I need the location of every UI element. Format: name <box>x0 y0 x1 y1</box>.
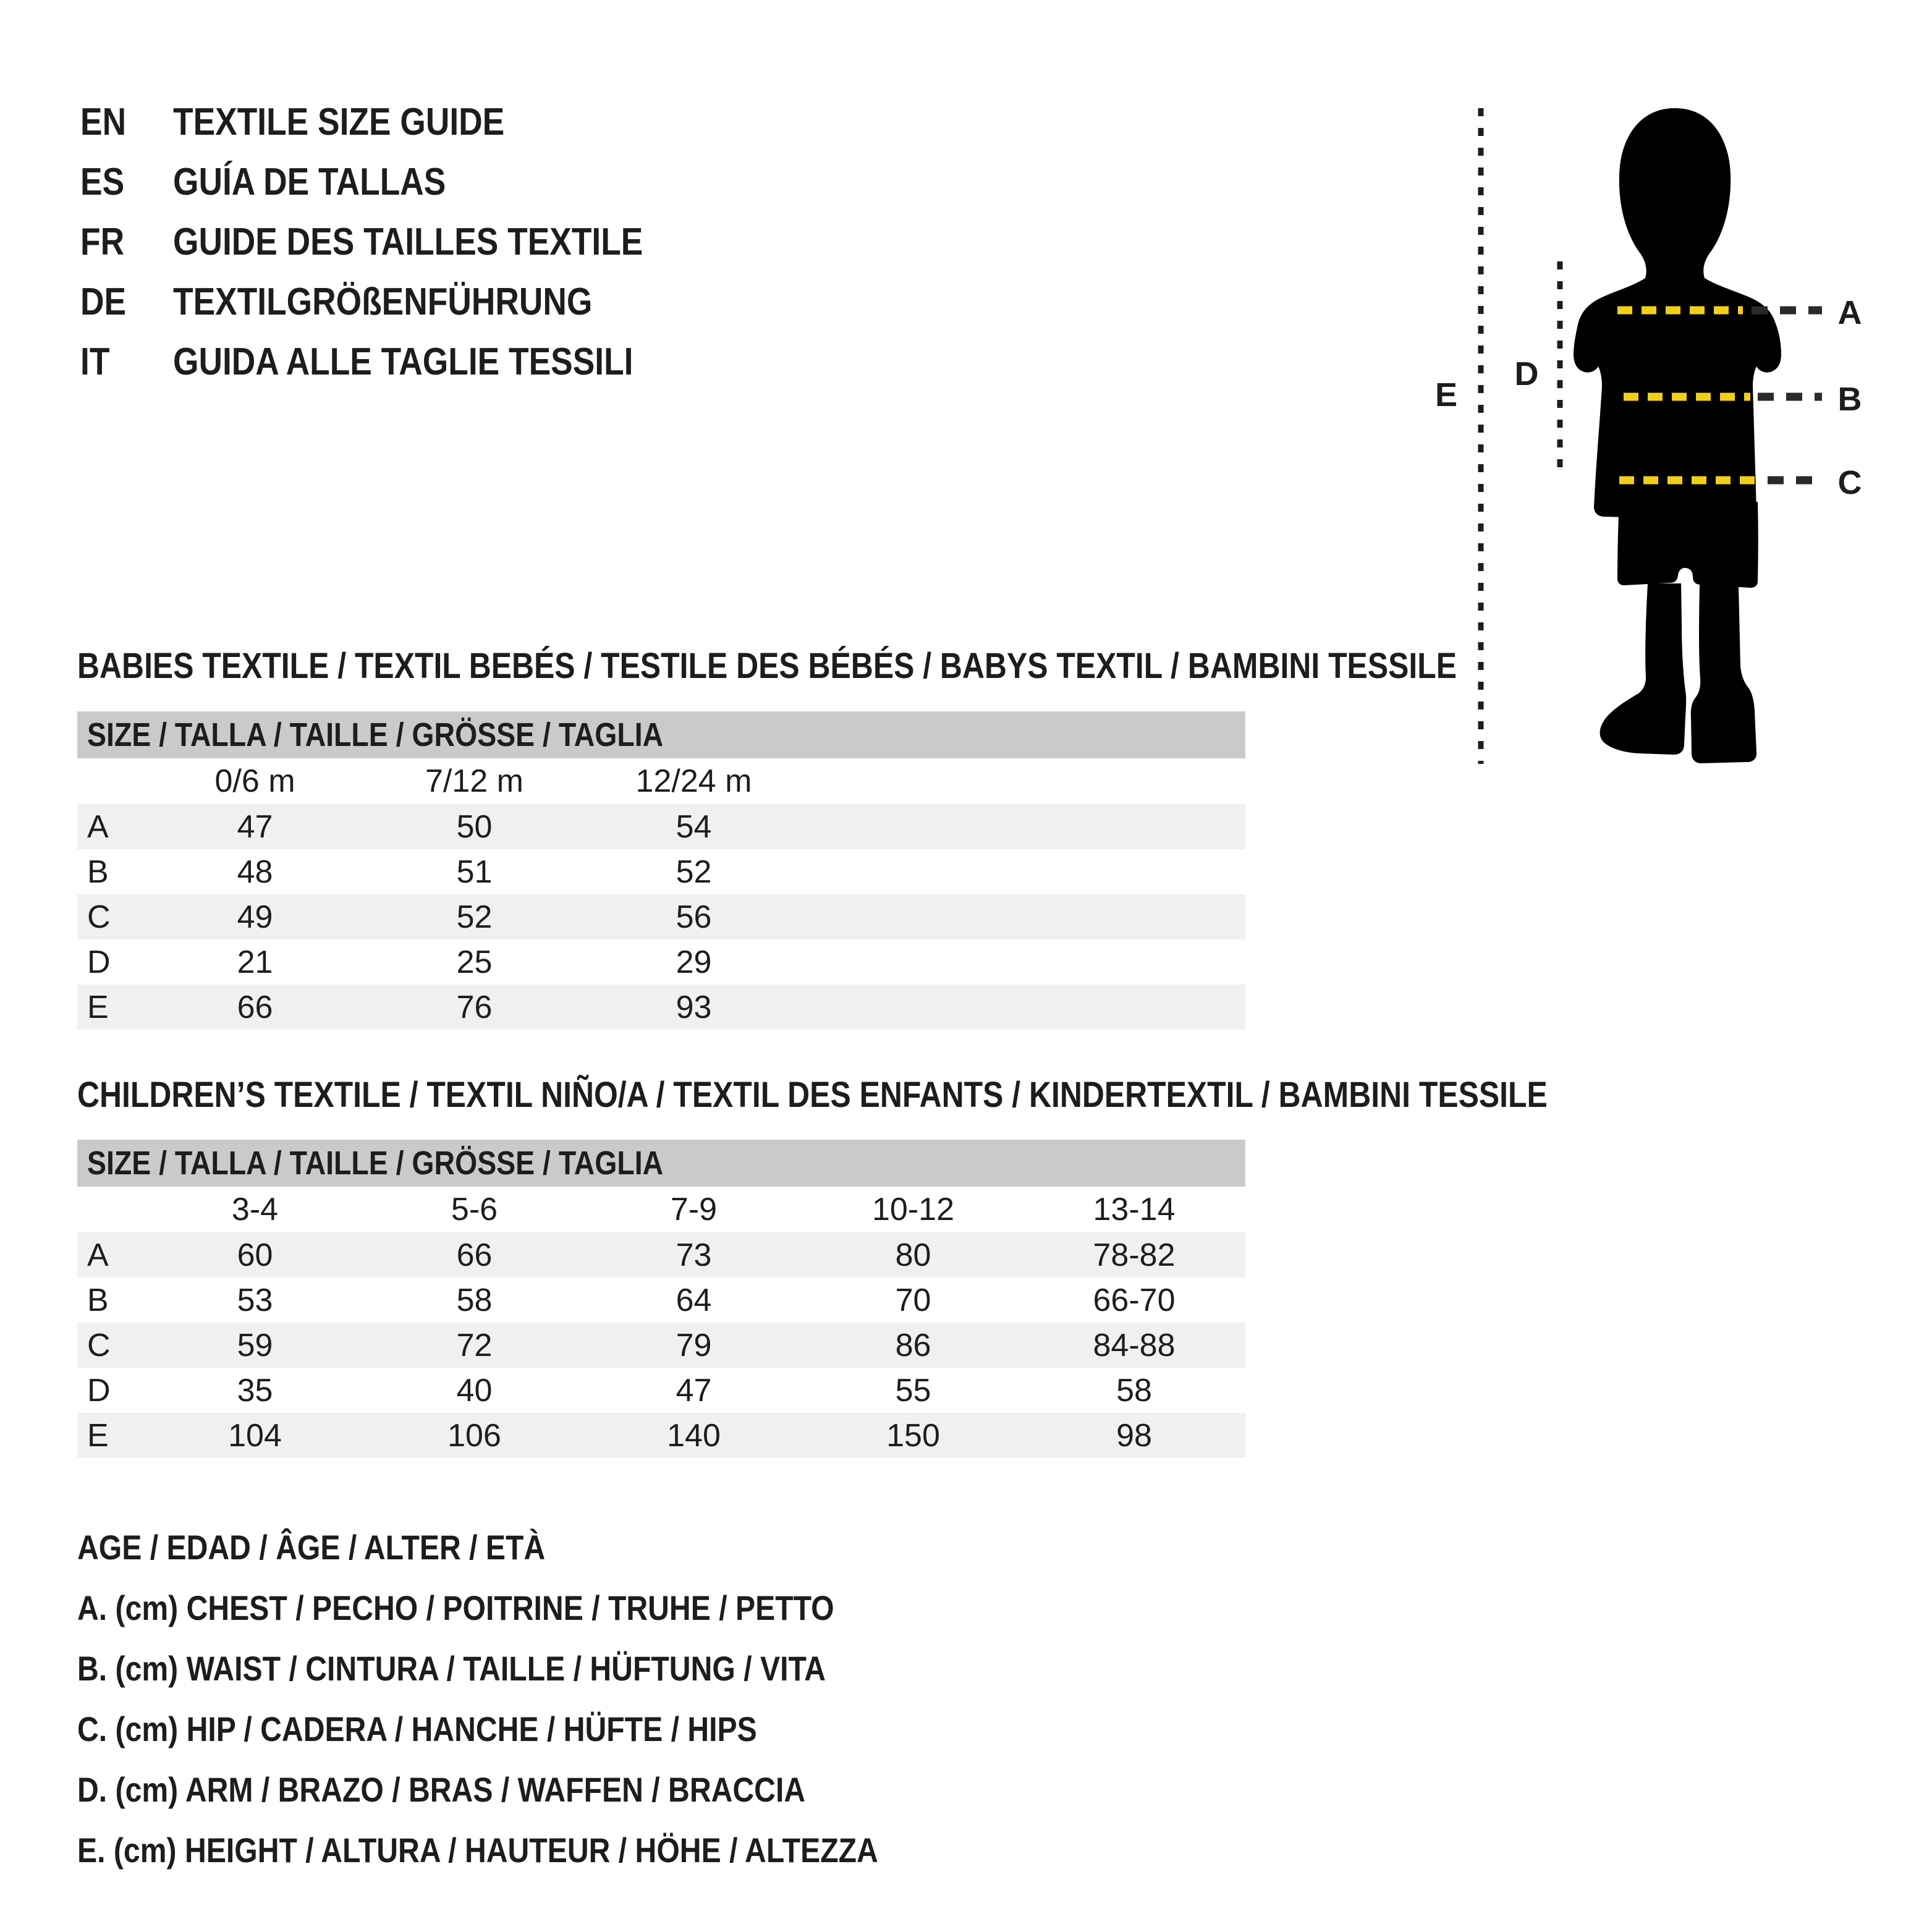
children-section-title <box>77 1077 1787 1114</box>
column-header: 10-12 <box>872 1192 954 1227</box>
table-cell: 35 <box>237 1372 273 1409</box>
babies-size-header-bar <box>77 711 1245 758</box>
column-header: 7/12 m <box>425 763 523 799</box>
table-cell: 66-70 <box>1093 1282 1176 1318</box>
legend-line-hip <box>77 1711 868 1748</box>
table-cell: 59 <box>237 1327 273 1363</box>
table-cell: 52 <box>456 899 493 935</box>
language-row <box>80 282 661 322</box>
table-cell: 84-88 <box>1093 1327 1176 1363</box>
row-label: C <box>87 899 111 935</box>
size-header-label: SIZE / TALLA / TAILLE / GRÖSSE / TAGLIA <box>87 716 664 753</box>
row-label: B <box>87 854 109 890</box>
legend-line-height <box>77 1832 1009 1869</box>
language-row <box>80 342 708 382</box>
table-cell: 76 <box>456 989 493 1025</box>
legend-line-arm <box>77 1771 924 1808</box>
table-cell: 29 <box>676 944 712 980</box>
column-header: 13-14 <box>1093 1192 1176 1227</box>
language-label: TEXTILE SIZE GUIDE <box>173 101 505 143</box>
legend-text: AGE / EDAD / ÂGE / ALTER / ETÀ <box>77 1528 546 1567</box>
figure-label-b: B <box>1837 381 1862 418</box>
legend-text: D. (cm) ARM / BRAZO / BRAS / WAFFEN / BRACCIA <box>77 1770 806 1809</box>
table-cell: 98 <box>1116 1417 1152 1454</box>
language-row <box>80 103 559 142</box>
table-cell: 73 <box>676 1237 712 1273</box>
figure-label-d: D <box>1514 355 1539 392</box>
table-cell: 140 <box>667 1417 721 1454</box>
table-cell: 70 <box>895 1282 931 1318</box>
language-label: TEXTILGRÖßENFÜHRUNG <box>173 281 593 323</box>
legend-line-waist <box>77 1650 947 1687</box>
table-cell: 58 <box>456 1282 493 1318</box>
table-cell: 58 <box>1116 1372 1152 1409</box>
figure-label-c: C <box>1837 464 1862 501</box>
table-cell: 50 <box>456 808 493 845</box>
table-cell: 66 <box>456 1237 493 1273</box>
table-row <box>77 849 1245 894</box>
column-header: 0/6 m <box>214 763 295 799</box>
table-cell: 49 <box>237 899 273 935</box>
table-cell: 72 <box>456 1327 493 1363</box>
table-row <box>77 804 1245 849</box>
table-cell: 64 <box>676 1282 712 1318</box>
table-cell: 60 <box>237 1237 273 1273</box>
column-header: 5-6 <box>451 1192 498 1227</box>
language-code: EN <box>80 101 127 143</box>
language-label: GUÍA DE TALLAS <box>173 161 446 203</box>
language-row <box>80 163 490 202</box>
language-label: GUIDE DES TAILLES TEXTILE <box>173 221 643 263</box>
legend-text: A. (cm) CHEST / PECHO / POITRINE / TRUHE / PETTO <box>77 1588 834 1627</box>
babies-section-title-text: BABIES TEXTILE / TEXTIL BEBÉS / TESTILE DES BÉBÉS / BABYS TEXTIL / BAMBINI TESSILE <box>77 646 1457 686</box>
row-label: D <box>87 944 111 980</box>
table-cell: 25 <box>456 944 493 980</box>
table-row <box>77 894 1245 939</box>
table-row <box>77 1368 1245 1413</box>
table-cell: 54 <box>676 808 712 845</box>
table-row <box>77 985 1245 1030</box>
legend-text: B. (cm) WAIST / CINTURA / TAILLE / HÜFTUNG / VITA <box>77 1649 826 1688</box>
row-label: C <box>87 1327 111 1363</box>
table-cell: 47 <box>237 808 273 845</box>
table-cell: 78-82 <box>1093 1237 1176 1273</box>
table-cell: 86 <box>895 1327 931 1363</box>
table-cell: 56 <box>676 899 712 935</box>
table-cell: 80 <box>895 1237 931 1273</box>
legend-text: C. (cm) HIP / CADERA / HANCHE / HÜFTE / HIPS <box>77 1710 757 1748</box>
children-section-title-text: CHILDREN’S TEXTILE / TEXTIL NIÑO/A / TEXTIL DES ENFANTS / KINDERTEXTIL / BAMBINI TESSILE <box>77 1075 1548 1115</box>
legend-line-age <box>77 1529 622 1566</box>
table-cell: 53 <box>237 1282 273 1318</box>
children-size-header-bar <box>77 1140 1245 1187</box>
legend-line-chest <box>77 1590 957 1627</box>
legend-text: E. (cm) HEIGHT / ALTURA / HAUTEUR / HÖHE / ALTEZZA <box>77 1831 878 1870</box>
table-cell: 93 <box>676 989 712 1025</box>
table-cell: 48 <box>237 854 273 890</box>
table-cell: 51 <box>456 854 493 890</box>
table-cell: 21 <box>237 944 273 980</box>
language-code: DE <box>80 281 127 323</box>
language-code: ES <box>80 161 125 203</box>
table-row <box>77 1323 1245 1368</box>
row-label: D <box>87 1372 111 1409</box>
language-code: IT <box>80 341 110 383</box>
table-cell: 55 <box>895 1372 931 1409</box>
column-header: 7-9 <box>670 1192 718 1227</box>
row-label: E <box>87 989 109 1025</box>
table-cell: 150 <box>886 1417 940 1454</box>
row-label: B <box>87 1282 109 1318</box>
table-cell: 52 <box>676 854 712 890</box>
language-row <box>80 222 719 262</box>
table-cell: 40 <box>456 1372 493 1409</box>
row-label: A <box>87 808 109 845</box>
language-code: FR <box>80 221 125 263</box>
babies-table <box>77 711 1245 1030</box>
row-label: A <box>87 1237 109 1273</box>
table-cell: 106 <box>447 1417 501 1454</box>
table-cell: 47 <box>676 1372 712 1409</box>
children-table <box>77 1140 1245 1458</box>
children-column-header-row <box>77 1187 1245 1232</box>
table-cell: 104 <box>228 1417 282 1454</box>
table-row <box>77 1232 1245 1277</box>
table-cell: 66 <box>237 989 273 1025</box>
column-header: 3-4 <box>231 1192 279 1227</box>
size-header-label: SIZE / TALLA / TAILLE / GRÖSSE / TAGLIA <box>87 1145 664 1182</box>
figure-label-a: A <box>1837 294 1862 331</box>
babies-section-title <box>77 648 1681 685</box>
row-label: E <box>87 1417 109 1454</box>
table-row <box>77 939 1245 985</box>
table-row <box>77 1277 1245 1323</box>
column-header: 12/24 m <box>635 763 752 799</box>
language-label: GUIDA ALLE TAGLIE TESSILI <box>173 341 633 383</box>
table-row <box>77 1413 1245 1458</box>
figure-label-e: E <box>1434 376 1458 413</box>
measurement-figure <box>1421 80 1932 810</box>
babies-column-header-row <box>77 758 1245 804</box>
table-cell: 79 <box>676 1327 712 1363</box>
